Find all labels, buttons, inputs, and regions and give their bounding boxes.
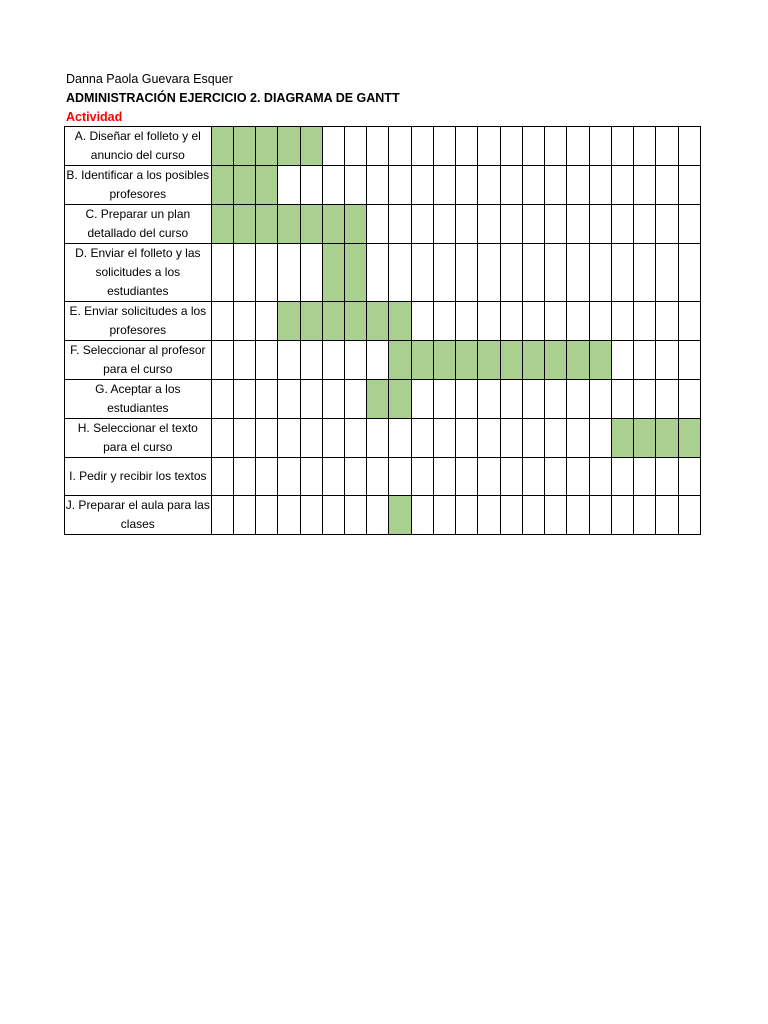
gantt-empty-cell (411, 166, 433, 205)
gantt-empty-cell (411, 302, 433, 341)
gantt-bar-cell (256, 205, 278, 244)
gantt-empty-cell (456, 458, 478, 496)
gantt-empty-cell (256, 302, 278, 341)
gantt-empty-cell (345, 341, 367, 380)
gantt-empty-cell (456, 127, 478, 166)
gantt-empty-cell (478, 166, 500, 205)
gantt-bar-cell (456, 341, 478, 380)
gantt-empty-cell (411, 127, 433, 166)
gantt-bar-cell (500, 341, 522, 380)
gantt-empty-cell (611, 166, 633, 205)
gantt-bar-cell (389, 341, 411, 380)
gantt-empty-cell (478, 302, 500, 341)
gantt-empty-cell (611, 205, 633, 244)
gantt-empty-cell (300, 458, 322, 496)
gantt-empty-cell (567, 302, 589, 341)
gantt-chart-table (64, 126, 701, 535)
gantt-empty-cell (233, 458, 255, 496)
gantt-empty-cell (634, 302, 656, 341)
gantt-bar-cell (389, 302, 411, 341)
gantt-empty-cell (345, 496, 367, 535)
gantt-empty-cell (433, 244, 455, 302)
gantt-empty-cell (678, 458, 700, 496)
gantt-row (65, 166, 701, 205)
gantt-empty-cell (367, 205, 389, 244)
gantt-empty-cell (634, 496, 656, 535)
gantt-bar-cell (233, 127, 255, 166)
gantt-empty-cell (500, 166, 522, 205)
gantt-empty-cell (678, 166, 700, 205)
gantt-empty-cell (478, 380, 500, 419)
gantt-empty-cell (345, 166, 367, 205)
gantt-empty-cell (589, 302, 611, 341)
gantt-empty-cell (367, 244, 389, 302)
gantt-empty-cell (322, 419, 344, 458)
activity-label: C. Preparar un plan detallado del curso (65, 205, 212, 244)
gantt-empty-cell (322, 380, 344, 419)
gantt-empty-cell (500, 419, 522, 458)
author-name: Danna Paola Guevara Esquer (66, 72, 233, 86)
gantt-empty-cell (589, 419, 611, 458)
gantt-empty-cell (433, 205, 455, 244)
gantt-bar-cell (478, 341, 500, 380)
gantt-bar-cell (300, 302, 322, 341)
gantt-bar-cell (522, 341, 544, 380)
gantt-empty-cell (522, 380, 544, 419)
gantt-empty-cell (300, 244, 322, 302)
gantt-empty-cell (522, 419, 544, 458)
gantt-empty-cell (545, 380, 567, 419)
gantt-bar-cell (256, 127, 278, 166)
gantt-empty-cell (211, 380, 233, 419)
gantt-row (65, 205, 701, 244)
gantt-empty-cell (389, 166, 411, 205)
gantt-empty-cell (389, 458, 411, 496)
gantt-empty-cell (411, 496, 433, 535)
gantt-empty-cell (500, 205, 522, 244)
gantt-empty-cell (634, 127, 656, 166)
gantt-empty-cell (522, 302, 544, 341)
gantt-empty-cell (678, 380, 700, 419)
gantt-empty-cell (611, 458, 633, 496)
gantt-empty-cell (256, 341, 278, 380)
gantt-empty-cell (522, 496, 544, 535)
gantt-bar-cell (211, 205, 233, 244)
gantt-row (65, 341, 701, 380)
gantt-empty-cell (500, 244, 522, 302)
gantt-bar-cell (322, 244, 344, 302)
gantt-empty-cell (367, 341, 389, 380)
gantt-empty-cell (500, 302, 522, 341)
gantt-empty-cell (211, 419, 233, 458)
gantt-empty-cell (433, 419, 455, 458)
gantt-bar-cell (278, 205, 300, 244)
gantt-empty-cell (278, 458, 300, 496)
gantt-empty-cell (233, 380, 255, 419)
gantt-bar-cell (211, 166, 233, 205)
gantt-empty-cell (545, 458, 567, 496)
gantt-empty-cell (589, 127, 611, 166)
gantt-empty-cell (545, 127, 567, 166)
gantt-empty-cell (233, 496, 255, 535)
gantt-empty-cell (567, 496, 589, 535)
gantt-empty-cell (500, 127, 522, 166)
gantt-empty-cell (345, 127, 367, 166)
gantt-empty-cell (278, 244, 300, 302)
gantt-empty-cell (211, 244, 233, 302)
gantt-empty-cell (233, 419, 255, 458)
gantt-empty-cell (478, 496, 500, 535)
gantt-chart-body (65, 127, 701, 535)
gantt-bar-cell (611, 419, 633, 458)
gantt-bar-cell (367, 302, 389, 341)
gantt-empty-cell (211, 496, 233, 535)
gantt-empty-cell (389, 244, 411, 302)
gantt-row (65, 458, 701, 496)
gantt-empty-cell (367, 496, 389, 535)
gantt-empty-cell (589, 458, 611, 496)
gantt-empty-cell (389, 419, 411, 458)
activity-label: B. Identificar a los posibles profesores (65, 166, 212, 205)
gantt-empty-cell (522, 244, 544, 302)
gantt-bar-cell (411, 341, 433, 380)
gantt-empty-cell (278, 341, 300, 380)
gantt-empty-cell (545, 166, 567, 205)
gantt-empty-cell (478, 458, 500, 496)
gantt-empty-cell (656, 496, 678, 535)
activity-label: G. Aceptar a los estudiantes (65, 380, 212, 419)
gantt-row (65, 302, 701, 341)
gantt-empty-cell (367, 458, 389, 496)
gantt-empty-cell (456, 380, 478, 419)
gantt-empty-cell (545, 302, 567, 341)
gantt-row (65, 127, 701, 166)
gantt-empty-cell (411, 419, 433, 458)
gantt-empty-cell (678, 496, 700, 535)
gantt-empty-cell (433, 380, 455, 419)
gantt-bar-cell (389, 380, 411, 419)
gantt-bar-cell (656, 419, 678, 458)
gantt-empty-cell (678, 302, 700, 341)
gantt-empty-cell (256, 496, 278, 535)
gantt-row (65, 244, 701, 302)
gantt-row (65, 380, 701, 419)
gantt-empty-cell (256, 419, 278, 458)
gantt-empty-cell (500, 458, 522, 496)
gantt-empty-cell (611, 127, 633, 166)
gantt-empty-cell (433, 458, 455, 496)
gantt-empty-cell (478, 419, 500, 458)
gantt-empty-cell (678, 244, 700, 302)
gantt-empty-cell (367, 166, 389, 205)
gantt-empty-cell (211, 458, 233, 496)
gantt-empty-cell (522, 205, 544, 244)
gantt-empty-cell (256, 244, 278, 302)
gantt-empty-cell (300, 419, 322, 458)
gantt-empty-cell (433, 166, 455, 205)
gantt-empty-cell (300, 380, 322, 419)
gantt-empty-cell (678, 127, 700, 166)
gantt-empty-cell (456, 496, 478, 535)
gantt-empty-cell (656, 458, 678, 496)
gantt-empty-cell (389, 205, 411, 244)
gantt-empty-cell (322, 341, 344, 380)
gantt-empty-cell (656, 244, 678, 302)
gantt-bar-cell (345, 302, 367, 341)
gantt-empty-cell (656, 205, 678, 244)
gantt-empty-cell (634, 244, 656, 302)
gantt-empty-cell (611, 244, 633, 302)
gantt-empty-cell (634, 380, 656, 419)
gantt-empty-cell (300, 496, 322, 535)
gantt-bar-cell (634, 419, 656, 458)
activity-label: A. Diseñar el folleto y el anuncio del curso (65, 127, 212, 166)
gantt-empty-cell (634, 341, 656, 380)
gantt-empty-cell (456, 166, 478, 205)
gantt-bar-cell (433, 341, 455, 380)
gantt-empty-cell (611, 302, 633, 341)
gantt-empty-cell (611, 496, 633, 535)
gantt-empty-cell (611, 380, 633, 419)
gantt-empty-cell (256, 380, 278, 419)
activity-label: J. Preparar el aula para las clases (65, 496, 212, 535)
gantt-empty-cell (545, 244, 567, 302)
gantt-empty-cell (589, 166, 611, 205)
gantt-bar-cell (545, 341, 567, 380)
gantt-empty-cell (500, 380, 522, 419)
gantt-empty-cell (656, 380, 678, 419)
gantt-empty-cell (567, 127, 589, 166)
gantt-empty-cell (233, 302, 255, 341)
gantt-empty-cell (567, 458, 589, 496)
gantt-empty-cell (567, 244, 589, 302)
activity-label: D. Enviar el folleto y las solicitudes a los estudiantes (65, 244, 212, 302)
activity-label: I. Pedir y recibir los textos (65, 458, 212, 496)
gantt-empty-cell (567, 205, 589, 244)
gantt-bar-cell (567, 341, 589, 380)
gantt-empty-cell (611, 341, 633, 380)
gantt-empty-cell (589, 205, 611, 244)
gantt-empty-cell (656, 302, 678, 341)
gantt-empty-cell (522, 166, 544, 205)
gantt-empty-cell (278, 166, 300, 205)
gantt-empty-cell (389, 127, 411, 166)
gantt-empty-cell (567, 380, 589, 419)
gantt-empty-cell (322, 496, 344, 535)
gantt-empty-cell (411, 244, 433, 302)
gantt-bar-cell (345, 205, 367, 244)
gantt-bar-cell (389, 496, 411, 535)
gantt-empty-cell (522, 458, 544, 496)
gantt-bar-cell (256, 166, 278, 205)
gantt-empty-cell (678, 205, 700, 244)
gantt-empty-cell (500, 496, 522, 535)
activity-label: E. Enviar solicitudes a los profesores (65, 302, 212, 341)
gantt-empty-cell (634, 166, 656, 205)
gantt-bar-cell (233, 205, 255, 244)
gantt-empty-cell (478, 244, 500, 302)
gantt-empty-cell (411, 205, 433, 244)
gantt-empty-cell (478, 205, 500, 244)
gantt-bar-cell (367, 380, 389, 419)
activity-column-label: Actividad (66, 110, 123, 124)
gantt-empty-cell (634, 458, 656, 496)
gantt-empty-cell (278, 496, 300, 535)
gantt-empty-cell (456, 419, 478, 458)
gantt-empty-cell (656, 341, 678, 380)
gantt-empty-cell (345, 458, 367, 496)
gantt-bar-cell (211, 127, 233, 166)
gantt-empty-cell (656, 166, 678, 205)
gantt-empty-cell (522, 127, 544, 166)
gantt-empty-cell (278, 419, 300, 458)
gantt-empty-cell (278, 380, 300, 419)
gantt-empty-cell (411, 380, 433, 419)
gantt-empty-cell (211, 302, 233, 341)
gantt-empty-cell (322, 458, 344, 496)
gantt-row (65, 419, 701, 458)
gantt-empty-cell (589, 496, 611, 535)
gantt-bar-cell (300, 127, 322, 166)
gantt-empty-cell (456, 302, 478, 341)
gantt-bar-cell (278, 302, 300, 341)
gantt-empty-cell (322, 127, 344, 166)
gantt-empty-cell (567, 166, 589, 205)
gantt-empty-cell (433, 127, 455, 166)
gantt-empty-cell (456, 205, 478, 244)
gantt-bar-cell (278, 127, 300, 166)
gantt-empty-cell (456, 244, 478, 302)
gantt-bar-cell (589, 341, 611, 380)
activity-label: H. Seleccionar el texto para el curso (65, 419, 212, 458)
activity-label: F. Seleccionar al profesor para el curso (65, 341, 212, 380)
gantt-row (65, 496, 701, 535)
gantt-empty-cell (233, 244, 255, 302)
gantt-empty-cell (545, 419, 567, 458)
gantt-bar-cell (345, 244, 367, 302)
gantt-empty-cell (256, 458, 278, 496)
gantt-empty-cell (545, 205, 567, 244)
gantt-empty-cell (589, 244, 611, 302)
gantt-empty-cell (300, 341, 322, 380)
gantt-bar-cell (678, 419, 700, 458)
gantt-empty-cell (567, 419, 589, 458)
gantt-empty-cell (634, 205, 656, 244)
gantt-empty-cell (233, 341, 255, 380)
gantt-empty-cell (211, 341, 233, 380)
gantt-empty-cell (345, 419, 367, 458)
gantt-empty-cell (411, 458, 433, 496)
gantt-empty-cell (545, 496, 567, 535)
gantt-empty-cell (589, 380, 611, 419)
document-title: ADMINISTRACIÓN EJERCICIO 2. DIAGRAMA DE GANTT (66, 91, 400, 105)
gantt-bar-cell (233, 166, 255, 205)
gantt-empty-cell (678, 341, 700, 380)
gantt-bar-cell (322, 302, 344, 341)
gantt-empty-cell (322, 166, 344, 205)
gantt-empty-cell (656, 127, 678, 166)
gantt-empty-cell (478, 127, 500, 166)
gantt-empty-cell (367, 127, 389, 166)
gantt-empty-cell (345, 380, 367, 419)
gantt-empty-cell (367, 419, 389, 458)
gantt-bar-cell (300, 205, 322, 244)
gantt-empty-cell (300, 166, 322, 205)
gantt-empty-cell (433, 496, 455, 535)
gantt-bar-cell (322, 205, 344, 244)
gantt-empty-cell (433, 302, 455, 341)
